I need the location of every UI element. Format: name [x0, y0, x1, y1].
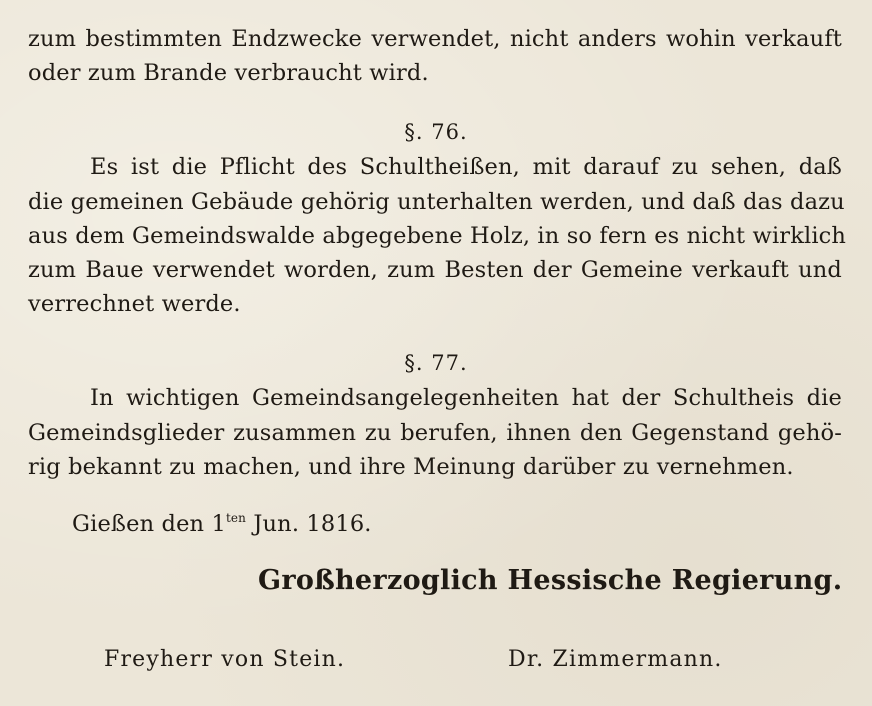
date-prefix: Gießen den 1	[72, 511, 226, 537]
date-line	[72, 503, 372, 539]
text-line: verrechnet werde.	[28, 291, 241, 317]
text-line: die gemeinen Gebäude gehörig unterhalten werden, und daß das dazu	[28, 189, 845, 215]
text-line: oder zum Brande verbraucht wird.	[28, 60, 429, 86]
text-line: zum bestimmten Endzwecke verwendet, nicht anders wohin verkauft	[28, 26, 842, 52]
date-superscript: ten	[225, 511, 247, 525]
section-heading-76: §. 76.	[404, 120, 468, 144]
text-line: In wichtigen Gemeindsangelegenheiten hat der Schultheis die	[90, 385, 842, 411]
text-line: rig bekannt zu machen, und ihre Meinung darüber zu vernehmen.	[28, 454, 794, 480]
text-line: aus dem Gemeindswalde abgegebene Holz, in so fern es nicht wirklich	[28, 223, 847, 249]
signatory-left: Freyherr von Stein.	[104, 647, 346, 672]
signatory-right: Dr. Zimmermann.	[508, 647, 723, 672]
section-heading-77: §. 77.	[404, 351, 468, 375]
text-line: zum Baue verwendet worden, zum Besten der Gemeine verkauft und	[28, 257, 842, 283]
text-line: Gemeindsglieder zusammen zu berufen, ihnen den Gegenstand gehö-	[28, 420, 842, 446]
date-suffix: Jun. 1816.	[246, 511, 372, 537]
issuing-authority: Großherzoglich Hessische Regierung.	[258, 565, 843, 596]
text-line: Es ist die Pflicht des Schultheißen, mit darauf zu sehen, daß	[90, 154, 842, 180]
